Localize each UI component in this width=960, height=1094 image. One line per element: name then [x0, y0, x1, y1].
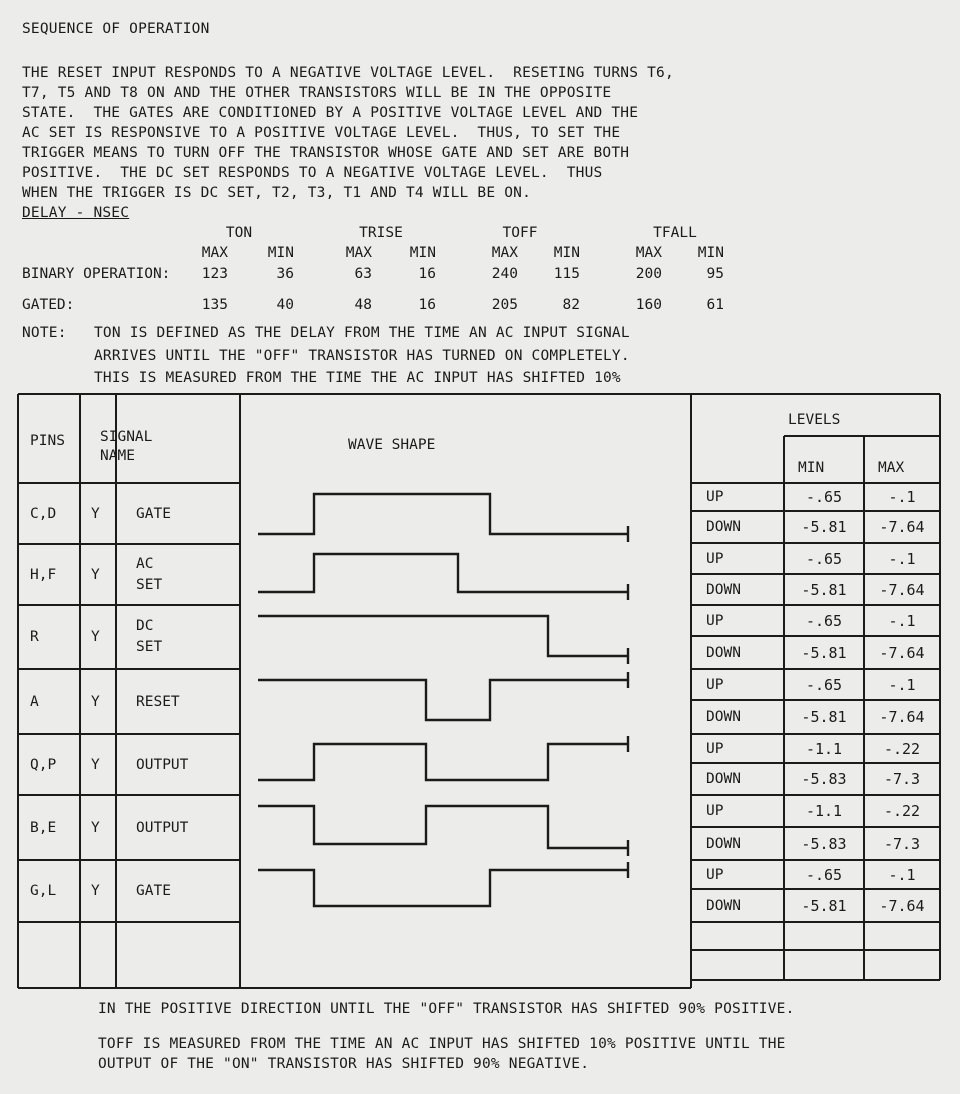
delay-value: 200: [635, 266, 662, 282]
row-y: Y: [91, 819, 100, 836]
row-pins: B,E: [30, 819, 57, 836]
row-pins: A: [30, 693, 39, 710]
paragraph-line: POSITIVE. THE DC SET RESPONDS TO A NEGATIVE VOLTAGE LEVEL. THUS: [22, 165, 603, 181]
row-pins: R: [30, 629, 39, 645]
level-down-max: -7.64: [879, 580, 925, 599]
delay-value: 61: [706, 297, 724, 313]
delay-value: 16: [418, 297, 436, 313]
level-up-max: -.1: [888, 611, 916, 630]
col-min-header: MIN: [798, 460, 825, 476]
row-signal-name: AC: [136, 555, 154, 572]
level-up-max: -.22: [883, 739, 921, 758]
note-line: ARRIVES UNTIL THE "OFF" TRANSISTOR HAS TURNED ON COMPLETELY.: [94, 348, 630, 364]
delay-row-label: GATED:: [22, 297, 75, 313]
waveform-output-qp: [258, 744, 628, 780]
delay-subheader: MAX: [635, 245, 662, 261]
row-pins: Q,P: [30, 756, 57, 773]
row-y: Y: [91, 566, 100, 583]
level-down-max: -7.3: [883, 770, 921, 788]
level-up-min: -.65: [805, 865, 843, 884]
level-down-max: -7.64: [879, 708, 925, 726]
level-up-min: -.65: [805, 549, 843, 568]
level-down-min: -5.83: [801, 834, 847, 853]
level-down-max: -7.64: [879, 518, 925, 536]
footer-line: IN THE POSITIVE DIRECTION UNTIL THE "OFF" TRANSISTOR HAS SHIFTED 90% POSITIVE.: [98, 1001, 795, 1017]
delay-subheader: MAX: [201, 245, 228, 261]
delay-value: 40: [276, 297, 294, 313]
level-down-label: DOWN: [706, 581, 741, 598]
delay-value: 63: [354, 266, 372, 282]
row-y: Y: [91, 756, 100, 773]
level-up-label: UP: [706, 489, 724, 505]
row-signal-name: OUTPUT: [136, 819, 189, 836]
delay-value: 36: [276, 266, 294, 282]
col-signal-header: NAME: [100, 448, 135, 464]
paragraph-line: THE RESET INPUT RESPONDS TO A NEGATIVE VOLTAGE LEVEL. RESETING TURNS T6,: [22, 65, 674, 81]
delay-subheader: MIN: [409, 245, 436, 261]
row-y: Y: [91, 693, 100, 710]
col-signal-header: SIGNAL: [100, 429, 153, 445]
level-up-max: -.1: [888, 549, 916, 568]
row-y: Y: [91, 505, 100, 522]
level-up-label: UP: [706, 866, 724, 883]
delay-value: 115: [553, 266, 580, 282]
waveform-output-be: [258, 806, 628, 848]
row-signal-name: GATE: [136, 505, 171, 522]
col-max-header: MAX: [878, 460, 905, 476]
level-down-max: -7.64: [879, 896, 925, 915]
level-down-min: -5.81: [801, 896, 847, 915]
row-signal-name: OUTPUT: [136, 756, 189, 773]
delay-title: DELAY - NSEC: [22, 205, 130, 221]
row-signal-name: DC: [136, 618, 154, 634]
level-down-label: DOWN: [706, 644, 741, 661]
level-up-max: -.1: [888, 488, 916, 506]
paragraph-line: STATE. THE GATES ARE CONDITIONED BY A POSITIVE VOLTAGE LEVEL AND THE: [22, 105, 639, 121]
note-line: TON IS DEFINED AS THE DELAY FROM THE TIME AN AC INPUT SIGNAL: [94, 325, 630, 341]
delay-value: 160: [635, 297, 662, 313]
waveform-dc-set: [258, 616, 628, 656]
note-label: NOTE:: [22, 325, 67, 341]
paragraph-line: TRIGGER MEANS TO TURN OFF THE TRANSISTOR WHOSE GATE AND SET ARE BOTH: [22, 145, 630, 161]
row-signal-name: RESET: [136, 693, 180, 710]
delay-value: 16: [418, 266, 436, 282]
waveform-gate-gl: [258, 870, 628, 906]
level-up-min: -.65: [805, 611, 843, 630]
row-pins: G,L: [30, 883, 57, 899]
row-pins: C,D: [30, 505, 57, 522]
page-title: SEQUENCE OF OPERATION: [22, 21, 210, 37]
delay-subheader: MIN: [553, 245, 580, 261]
level-down-min: -5.81: [801, 518, 847, 536]
level-up-max: -.22: [883, 802, 921, 820]
level-down-label: DOWN: [706, 519, 741, 535]
row-signal-name: SET: [136, 639, 163, 655]
level-down-label: DOWN: [706, 709, 741, 725]
footer-line: TOFF IS MEASURED FROM THE TIME AN AC INPUT HAS SHIFTED 10% POSITIVE UNTIL THE: [98, 1036, 786, 1052]
delay-subheader: MIN: [267, 245, 294, 261]
level-down-min: -5.81: [801, 580, 847, 599]
level-up-max: -.1: [888, 865, 916, 884]
row-pins: H,F: [30, 566, 57, 583]
level-up-label: UP: [706, 803, 724, 819]
level-up-min: -1.1: [805, 802, 843, 820]
row-signal-name: GATE: [136, 883, 171, 899]
level-down-label: DOWN: [706, 835, 741, 852]
delay-group-header: TRISE: [359, 225, 403, 241]
row-y: Y: [91, 629, 100, 645]
level-up-label: UP: [706, 676, 724, 693]
delay-group-header: TFALL: [653, 225, 697, 241]
delay-value: 205: [491, 297, 518, 313]
col-pins-header: PINS: [30, 433, 65, 449]
row-signal-name: SET: [136, 576, 163, 593]
delay-value: 95: [706, 266, 724, 282]
level-up-min: -.65: [805, 675, 843, 694]
level-down-label: DOWN: [706, 897, 741, 914]
note-line: THIS IS MEASURED FROM THE TIME THE AC INPUT HAS SHIFTED 10%: [94, 370, 621, 386]
level-up-label: UP: [706, 612, 724, 629]
waveform-gate-cd: [258, 494, 628, 534]
row-y: Y: [91, 883, 100, 899]
delay-subheader: MAX: [491, 245, 518, 261]
paragraph-line: AC SET IS RESPONSIVE TO A POSITIVE VOLTAGE LEVEL. THUS, TO SET THE: [22, 125, 621, 141]
delay-subheader: MAX: [345, 245, 372, 261]
paragraph-line: WHEN THE TRIGGER IS DC SET, T2, T3, T1 AND T4 WILL BE ON.: [22, 185, 531, 201]
waveform-reset: [258, 680, 628, 720]
delay-value: 82: [562, 297, 580, 313]
level-down-min: -5.83: [801, 770, 847, 788]
level-down-min: -5.81: [801, 708, 847, 726]
level-down-max: -7.64: [879, 643, 925, 662]
level-up-min: -.65: [805, 488, 843, 506]
level-up-min: -1.1: [805, 739, 843, 758]
level-up-label: UP: [706, 550, 724, 567]
delay-value: 135: [201, 297, 228, 313]
delay-value: 48: [354, 297, 372, 313]
col-levels-header: LEVELS: [788, 412, 841, 428]
level-up-max: -.1: [888, 675, 916, 694]
delay-group-header: TON: [225, 225, 253, 241]
waveform-ac-set: [258, 554, 628, 592]
delay-group-header: TOFF: [502, 225, 538, 241]
delay-value: 123: [201, 266, 228, 282]
paragraph-line: T7, T5 AND T8 ON AND THE OTHER TRANSISTORS WILL BE IN THE OPPOSITE: [22, 85, 612, 101]
level-down-max: -7.3: [883, 834, 921, 853]
col-wave-header: WAVE SHAPE: [348, 437, 436, 453]
delay-value: 240: [491, 266, 518, 282]
delay-subheader: MIN: [697, 245, 724, 261]
footer-line: OUTPUT OF THE "ON" TRANSISTOR HAS SHIFTED 90% NEGATIVE.: [98, 1056, 590, 1072]
delay-row-label: BINARY OPERATION:: [22, 266, 171, 282]
level-down-label: DOWN: [706, 771, 741, 787]
level-up-label: UP: [706, 740, 724, 757]
level-down-min: -5.81: [801, 643, 847, 662]
